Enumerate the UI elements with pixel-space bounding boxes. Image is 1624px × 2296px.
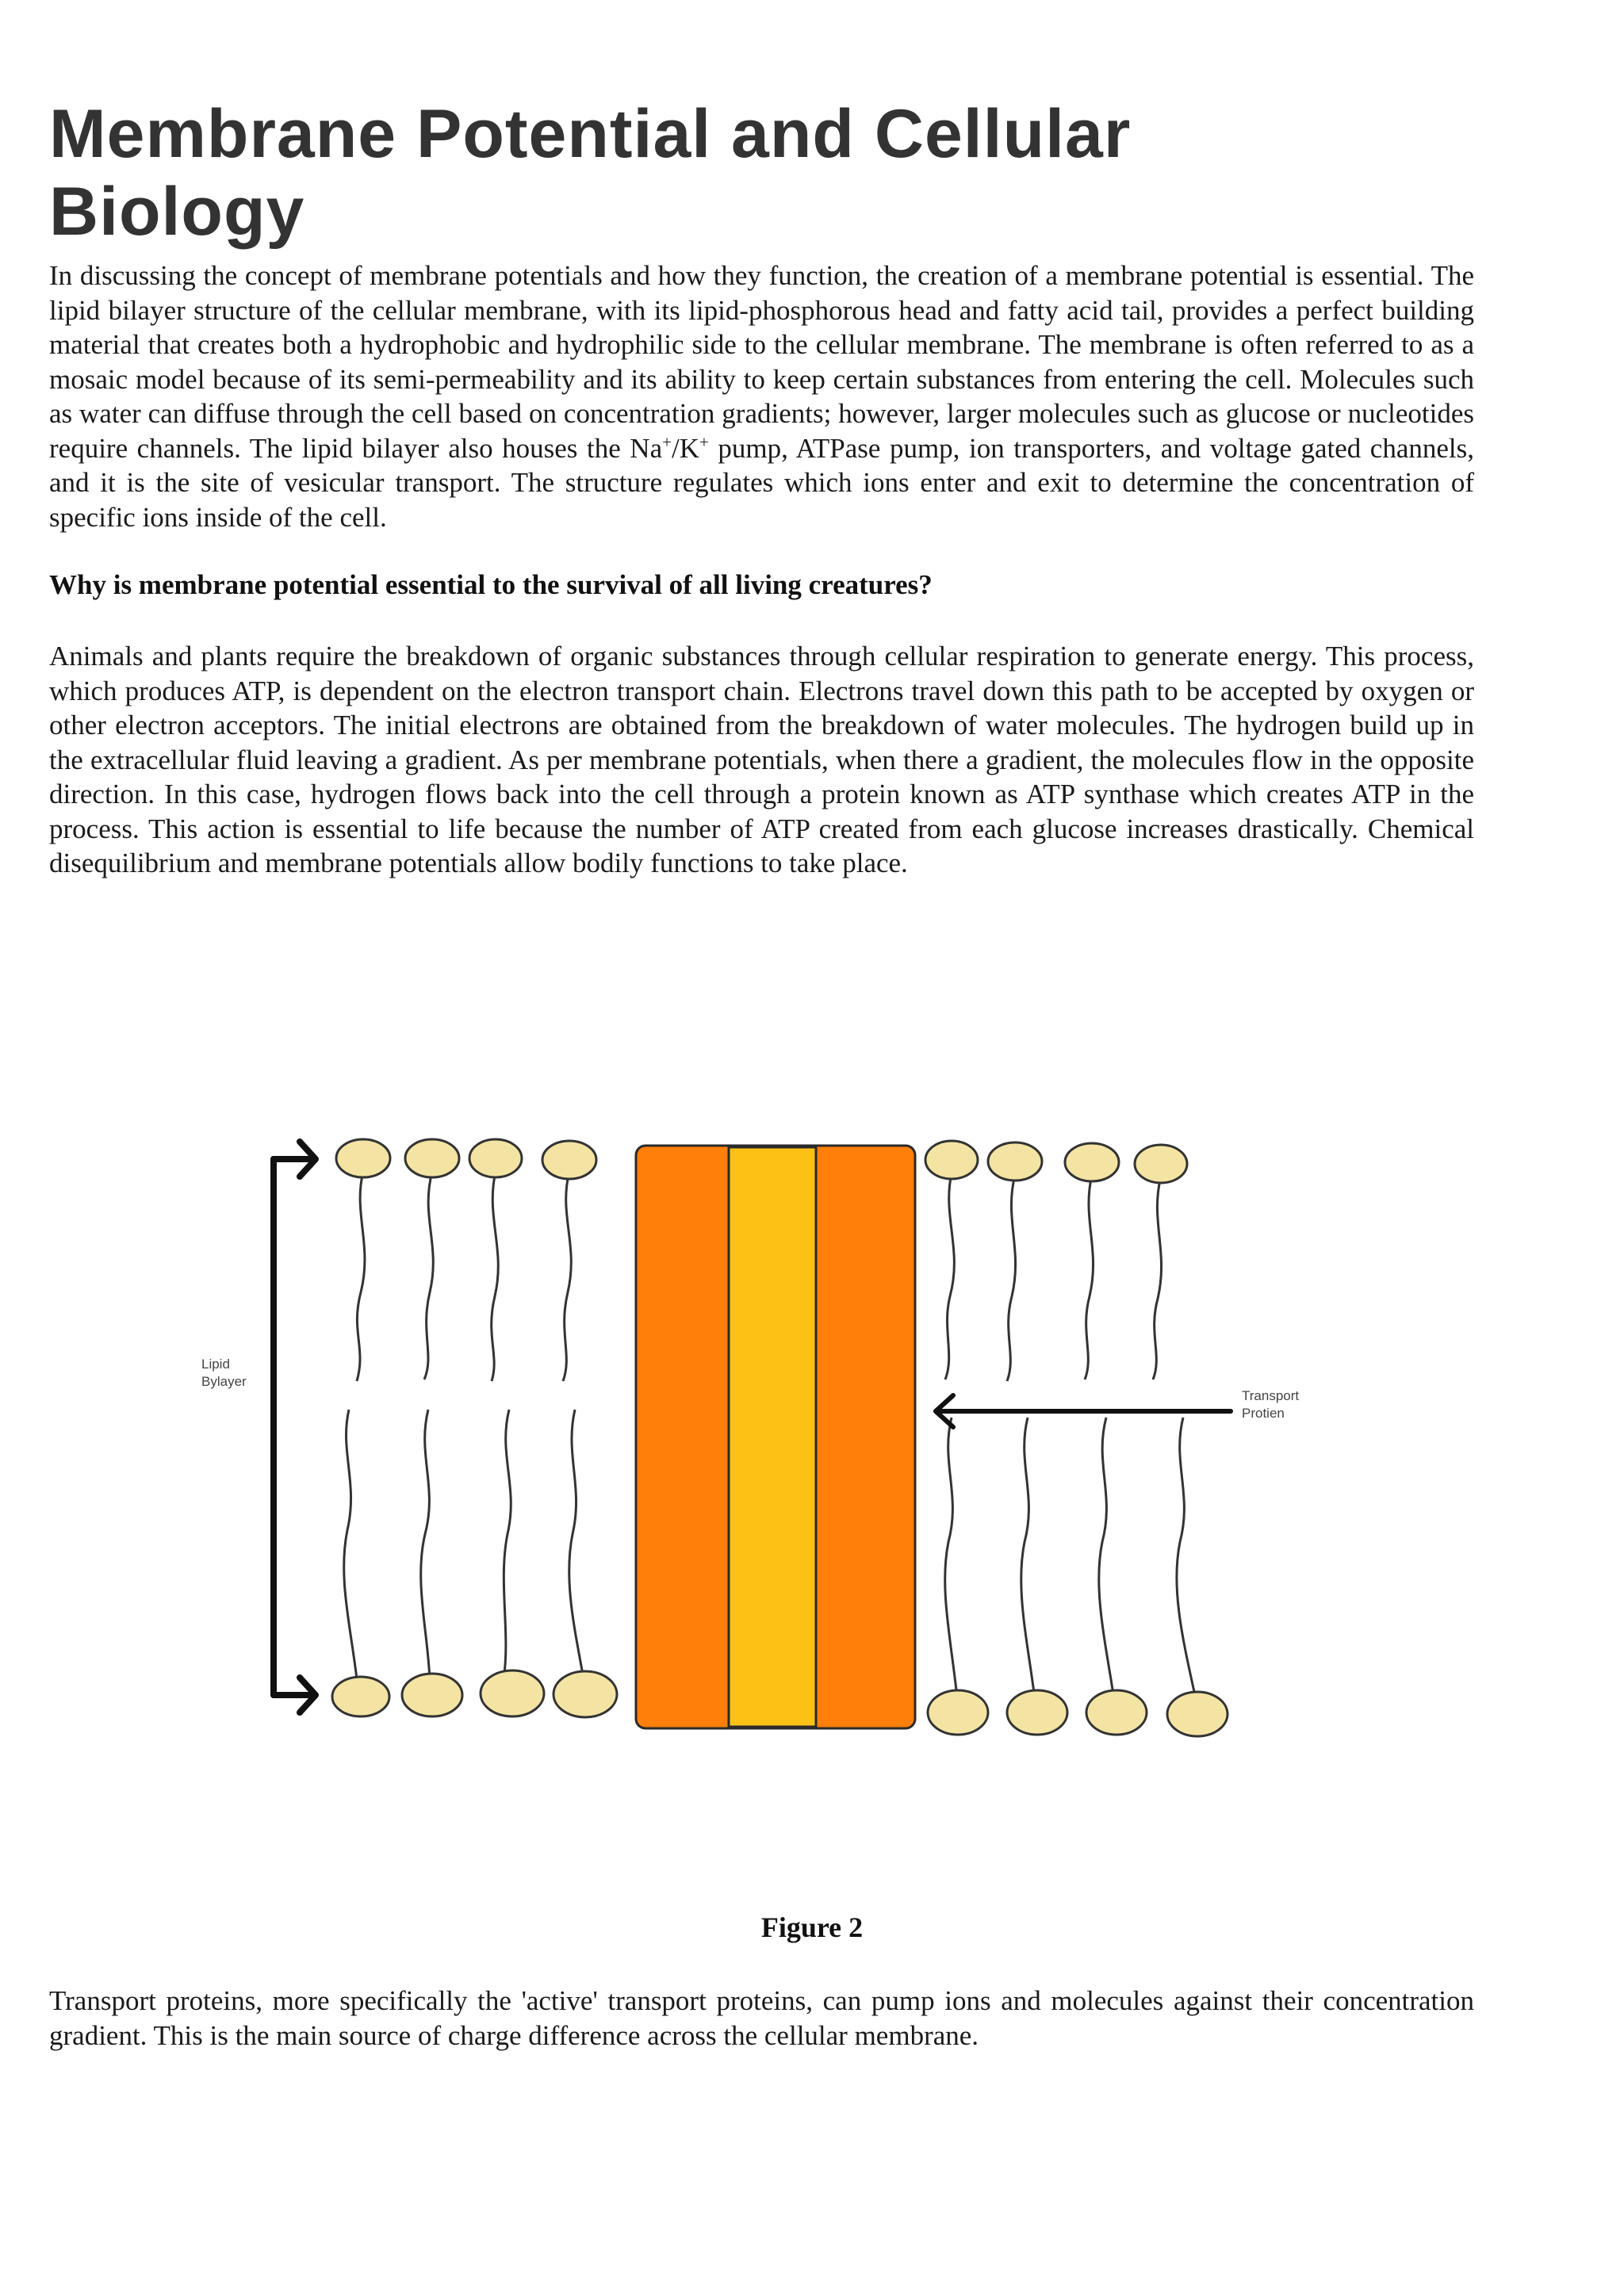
transport-label-line2: Protien xyxy=(1242,1406,1285,1421)
right-lipid-heads xyxy=(925,1141,1228,1736)
transport-paragraph: Transport proteins, more specifically the 'active' transport proteins, can pump ions and molecules against their concentration gradient. This is the main source of charge difference across the cellular membrane. xyxy=(49,1985,1474,2051)
sodium-charge: + xyxy=(662,431,672,451)
left-lower-tails xyxy=(344,1410,584,1681)
sodium-symbol: Na xyxy=(630,432,663,464)
right-lower-tails xyxy=(945,1418,1197,1706)
respiration-paragraph: Animals and plants require the breakdown of organic substances through cellular respiration to generate energy. This process, which produces ATP, is dependent on the electron transport chain. Electrons travel down this path to be accepted by oxygen or other electron acceptors. The initial electrons are obtained from the breakdown of water molecules. The hydrogen build up in the extracellular fluid leaving a gradient. As per membrane potentials, when there a gradient, the molecules flow in the opposite direction. In this case, hydrogen flows back into the cell through a protein known as ATP synthase which creates ATP in the process. This action is essential to life because the number of ATP created from each glucose increases drastically. Chemical disequilibrium and membrane potentials allow bodily functions to take place. xyxy=(49,641,1474,878)
left-upper-tails xyxy=(357,1172,571,1381)
ion-slash: / xyxy=(671,432,680,464)
lipid-label-line1: Lipid xyxy=(201,1357,230,1372)
potassium-symbol: K xyxy=(679,432,699,464)
figure-caption: Figure 2 xyxy=(760,1911,864,1943)
transport-protein xyxy=(636,1146,915,1728)
closing-section xyxy=(49,1984,1474,2053)
membrane-figure xyxy=(182,1007,1372,1879)
intro-text: In discussing the concept of membrane potentials and how they function, the creation of a membrane potential is essential. The lipid bilayer structure of the cellular membrane, with its lipid-phosphorous head and fatty acid tail, provides a perfect building material that creates both a hydrophobic and hydrophilic side to the cellular membrane. The membrane is often referred to as a mosaic model because of its semi-permeability and its ability to keep certain substances from entering the cell. Molecules such as water can diffuse through the cell based on concentration gradients; however, larger molecules such as glucose or nucleotides require channels. The lipid bilayer also houses the xyxy=(49,260,1474,464)
transport-label-line1: Transport xyxy=(1242,1388,1300,1403)
lipid-bilayer-label xyxy=(201,1356,247,1391)
transport-protein-arrow xyxy=(936,1395,1231,1427)
potassium-charge: + xyxy=(699,431,709,451)
lipid-label-line2: Bylayer xyxy=(201,1374,247,1389)
page-title: Membrane Potential and Cellular Biology xyxy=(49,96,1132,250)
right-upper-tails xyxy=(945,1173,1162,1381)
lipid-bilayer-bracket xyxy=(274,1142,316,1712)
transport-protein-label xyxy=(1242,1387,1299,1422)
section-question: Why is membrane potential essential to the survival of all living creatures? xyxy=(49,569,933,600)
intro-text-continued: pump, ATPase pump, ion transporters, and voltage gated channels, and it is the site of vesicular transport. The structure regulates which ions enter and exit to determine the concentration of specific ions inside of the cell. xyxy=(49,432,1475,533)
article xyxy=(49,95,1474,881)
intro-paragraph xyxy=(49,258,1474,534)
lipid-bilayer-diagram xyxy=(182,1007,1372,1879)
